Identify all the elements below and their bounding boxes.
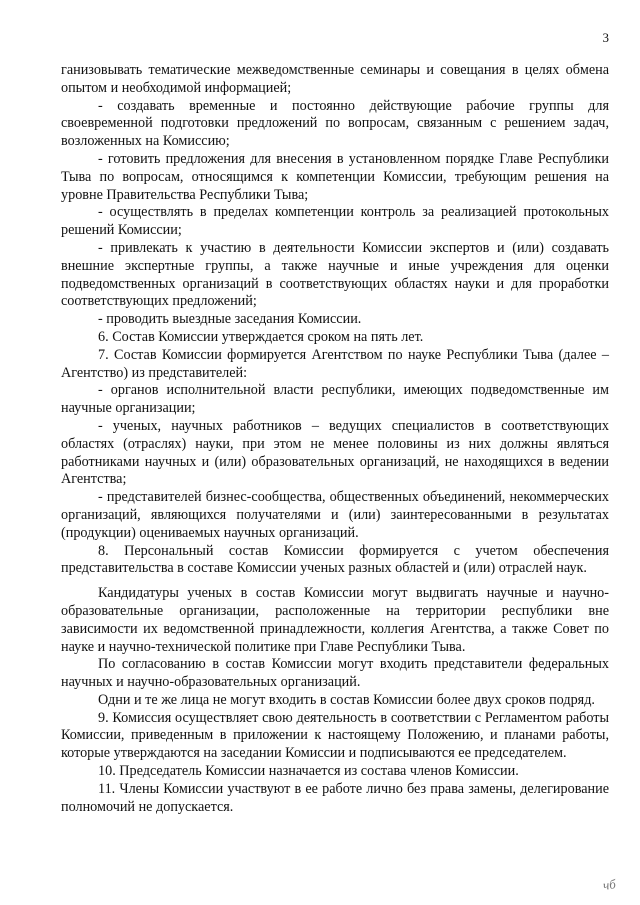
handwritten-signature: чб: [602, 876, 617, 893]
paragraph-13: Кандидатуры ученых в состав Комиссии могут выдвигать научные и научно-образовательные организации, расположенные на территории республики вне зависимости их ведомственной принадлежности, коллегия Агентства, а также Совет по науке и научно-технической политике при Главе Республики Тыва.: [61, 585, 609, 655]
paragraph-3: - готовить предложения для внесения в установленном порядке Главе Республики Тыва по вопросам, относящимся к компетенции Комиссии, требующим решения на уровне Правительства Республики Тыва;: [61, 150, 609, 203]
page-number: 3: [602, 30, 609, 45]
paragraph-8: 7. Состав Комиссии формируется Агентством по науке Республики Тыва (далее – Агентство) из представителей:: [61, 346, 609, 381]
paragraph-7: 6. Состав Комиссии утверждается сроком на пять лет.: [98, 328, 424, 345]
paragraph-14: По согласованию в состав Комиссии могут входить представители федеральных научных и научно-образовательных организаций.: [61, 656, 609, 691]
paragraph-12: 8. Персональный состав Комиссии формируется с учетом обеспечения представительства в составе Комиссии ученых разных областей и (или) отраслей наук.: [61, 542, 609, 577]
paragraph-6: - проводить выездные заседания Комиссии.: [98, 311, 362, 328]
paragraph-5: - привлекать к участию в деятельности Комиссии экспертов и (или) создавать внешние экспертные группы, а также научные и иные учреждения для оценки подведомственных организаций в соответствующих областях науки и для проработки соответствующих предложений;: [61, 239, 609, 310]
paragraph-2: - создавать временные и постоянно действующие рабочие группы для своевременной подготовки предложений по вопросам, связанным с решением задач, возложенных на Комиссию;: [61, 97, 609, 150]
paragraph-11: - представителей бизнес-сообщества, общественных объединений, некоммерческих организаций, являющихся получателями и (или) заинтересованными в результатах (продукции) оцениваемых научных организаций.: [61, 489, 609, 541]
paragraph-9: - органов исполнительной власти республики, имеющих подведомственные им научные организации;: [61, 382, 609, 417]
paragraph-17: 10. Председатель Комиссии назначается из состава членов Комиссии.: [98, 763, 519, 780]
paragraph-15: Одни и те же лица не могут входить в состав Комиссии более двух сроков подряд.: [98, 691, 595, 708]
paragraph-18: 11. Члены Комиссии участвуют в ее работе лично без права замены, делегирование полномочий не допускается.: [61, 780, 609, 815]
document-body: [61, 62, 609, 816]
paragraph-16: 9. Комиссия осуществляет свою деятельность в соответствии с Регламентом работы Комиссии, приведенным в приложении к настоящему Положению, и планами работы, которые утверждаются на заседании Комиссии и подписываются ее председателем.: [61, 709, 609, 762]
paragraph-10: - ученых, научных работников – ведущих специалистов в соответствующих областях (отраслях) науки, при этом не менее половины из них должны являться работниками научных и (или) образовательных организаций, не находящихся в ведении Агентства;: [61, 417, 609, 488]
paragraph-4: - осуществлять в пределах компетенции контроль за реализацией протокольных решений Комиссии;: [61, 204, 609, 239]
paragraph-1: ганизовывать тематические межведомственные семинары и совещания в целях обмена опытом и необходимой информацией;: [61, 62, 609, 96]
